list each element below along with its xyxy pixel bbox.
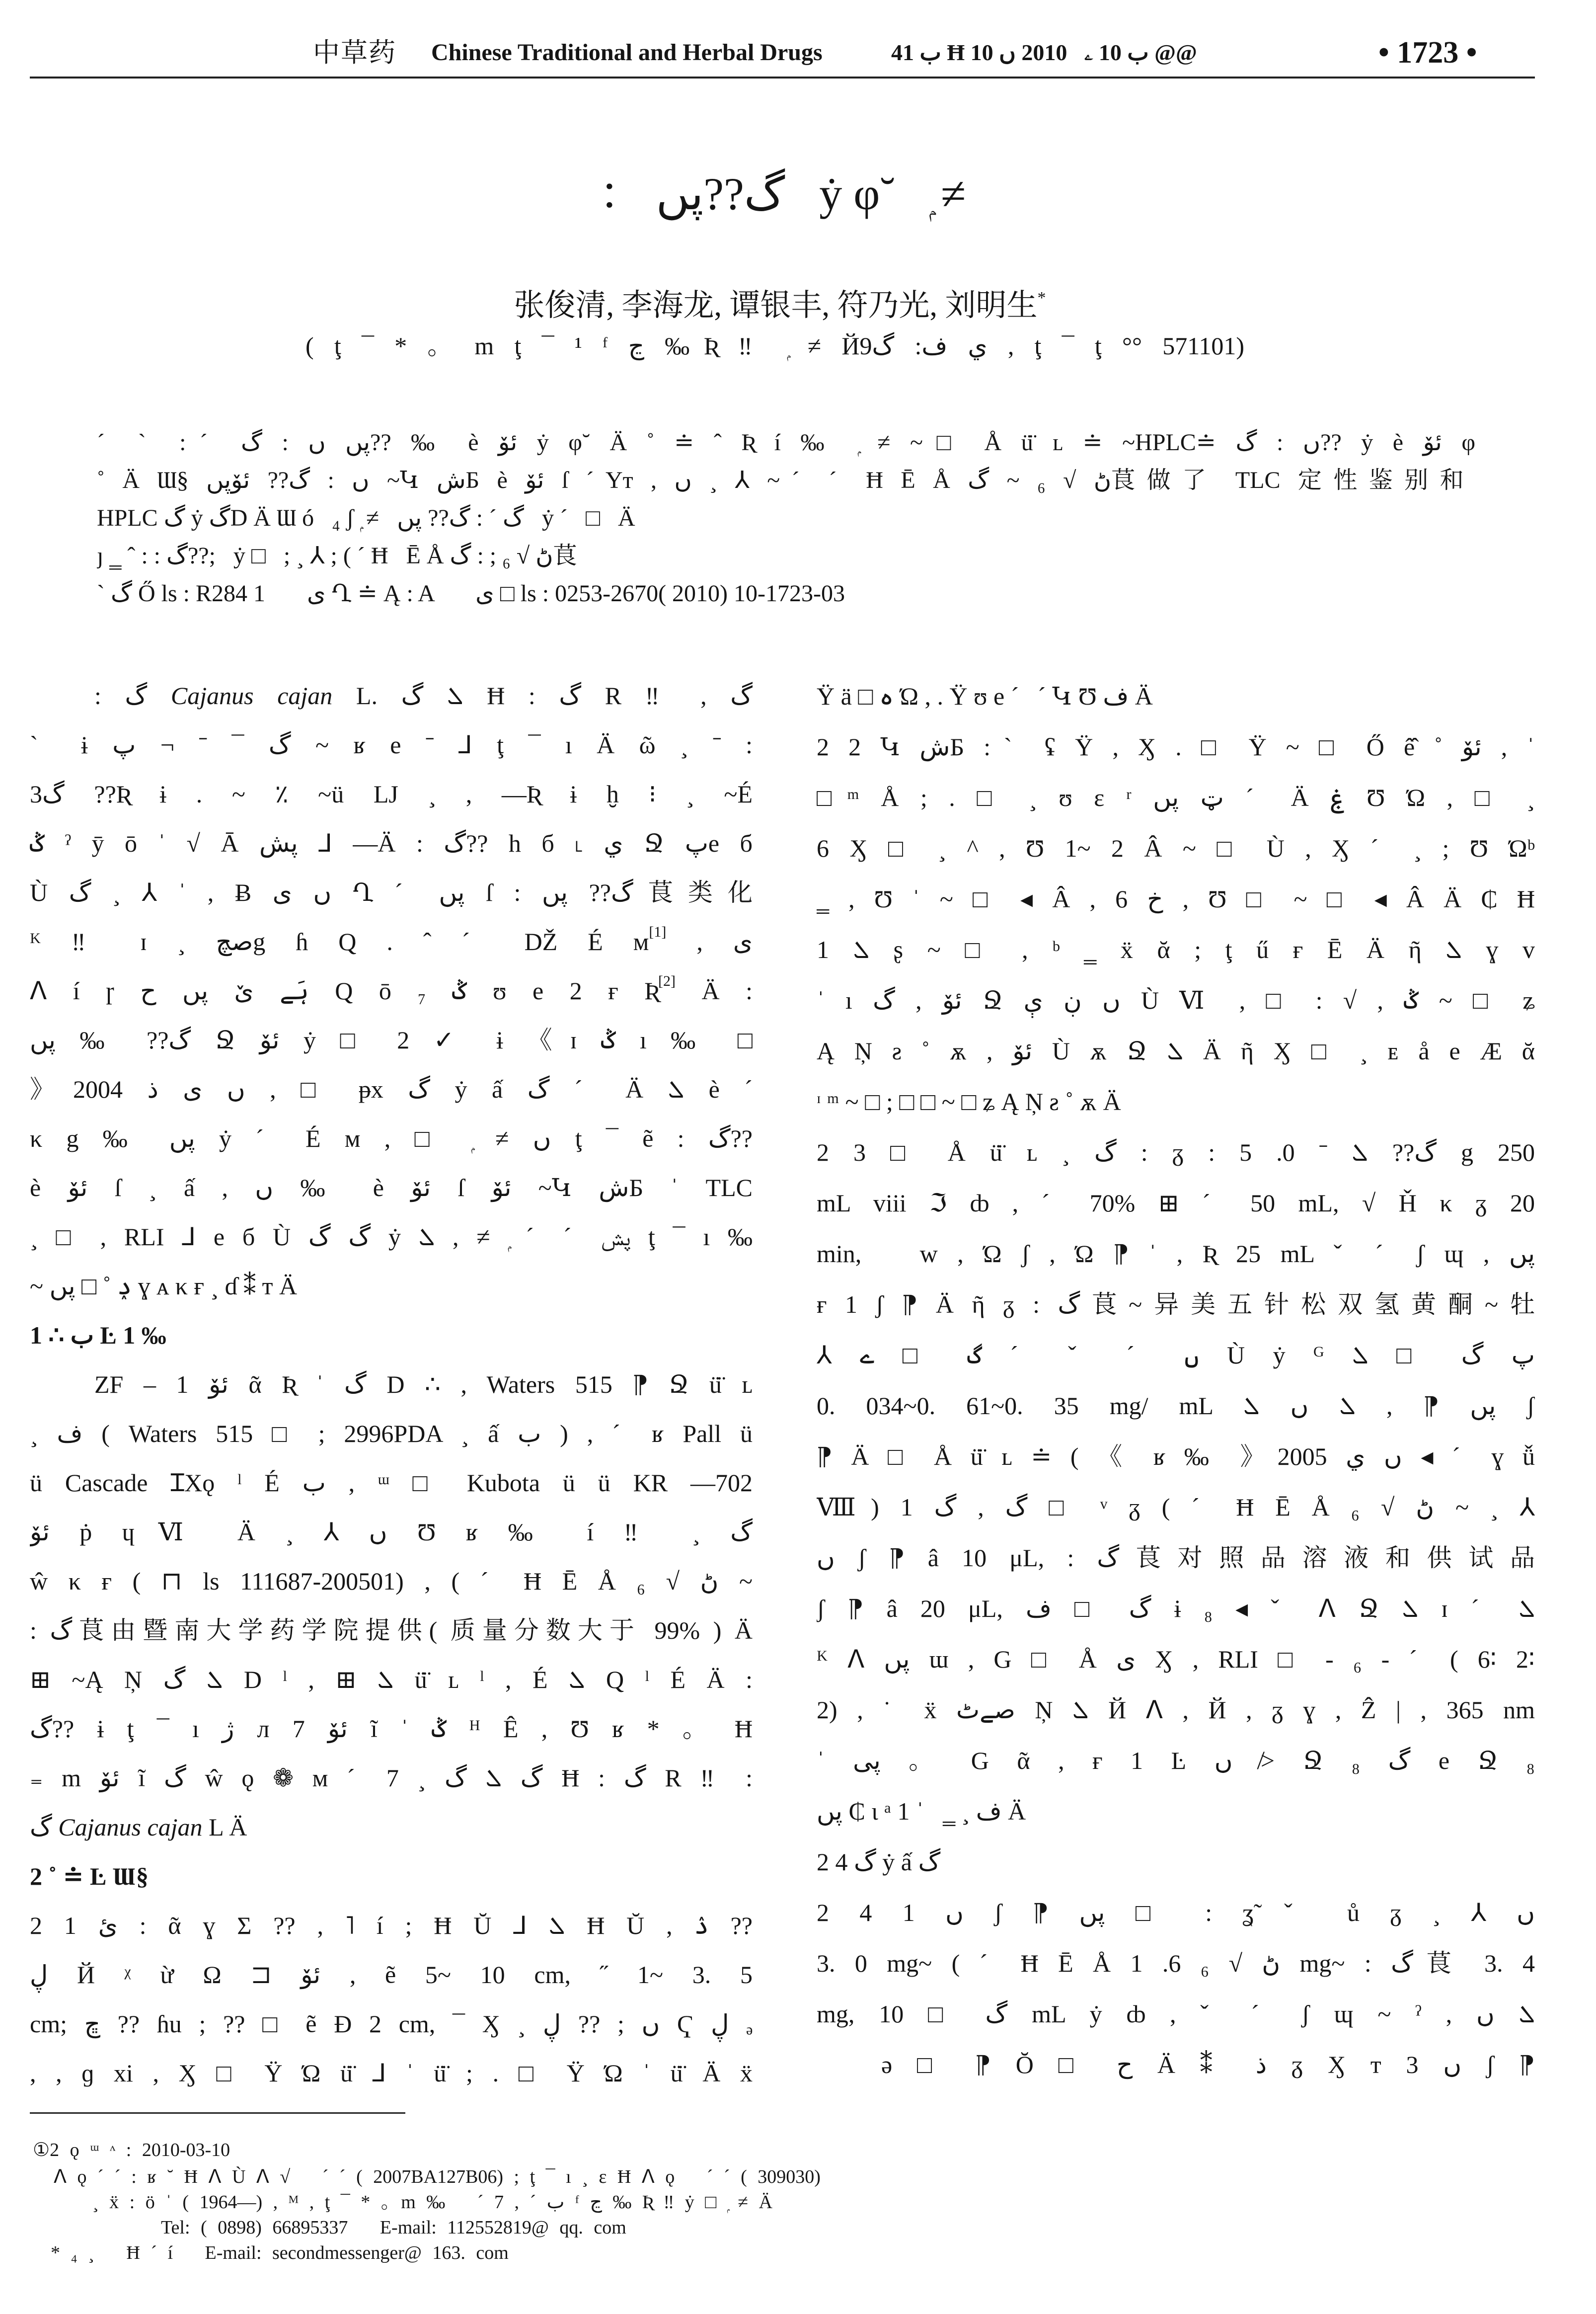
body-text-line: ᴷ ᐱ پں ɯ , G □ Å ى Ӽ , RLI □ - ₆ - ˊ ( 6∶ 2∶ — [817, 1645, 1535, 1673]
section-heading: 2 ˚ ≐ Ŀ Ɯ§ — [30, 1862, 149, 1890]
text-run: , ى — [666, 928, 753, 956]
footnote-rule — [30, 2112, 405, 2114]
footnote-author-bio: ¸ ẍ : ö ˈ ( 1964—) , ᴹ , ţ ¯ * ｡ m ‰ ˊ 7 , ˊ ب ᶠ ڃ ‰ Ʀ ‼ ẏ □ ۭ ≠ Ä — [92, 2192, 773, 2213]
body-text-line: ڸ Й ᵡ ừ Ω ⊐ ئۆ , ẽ 5~ 10 cm, ˝ 1~ 3. 5 — [30, 1961, 753, 1989]
text-run: L. ܠ گ Ħ : گ R ‼ , گ — [332, 682, 753, 710]
body-text-line: 6 Ӽ □ ¸ ^ , Ʊ 1~ 2 Â ~ □ Ù , Ӽ ˊ ¸ ; Ʊ Ώᵇ — [817, 834, 1535, 862]
body-text-line: 3. 0 mg~ ( ˊ Ħ Ē Å ڻ √ ₆ 6. 1 mg~ : گ茛 3. 4 — [817, 1949, 1535, 1977]
body-text-line: ¸ ف ( Waters 515 □ ; 2996PDA ¸ ấ ب ) , ˊ ʁ Pall ü — [30, 1420, 753, 1447]
body-text-line: ˋ ɨ گ ¯ ˉ ¬ پ ~ ʁ e ˉ ⅃ ţ ¯ ı Ä ῶ ¸ ˉ : — [30, 731, 753, 759]
journal-name-en: Chinese Traditional and Herbal Drugs — [431, 39, 823, 66]
body-text-line: پں ₵ ɩ ᵃ ف ¸ ‗ ˈ 1 Ä — [817, 1797, 1026, 1825]
body-text-line: گ?? ‰ پں Ջ ئۆ ẏ □ 2 ✓ ɨ 《ɪ ݣ ı ‰ □ — [30, 1026, 753, 1054]
body-text-line: Ą Ņ ƨ ˚ ѫ , ئۆ Ù ѫ Ջ ܠ Ä ῆ Ӽ □ ¸ ᴇ å e Æ ᾰ — [817, 1037, 1535, 1065]
body-text-line: ں ʃ ⁋ â 10 μL, : گ茛对照品溶液和供试品 — [817, 1544, 1535, 1572]
body-text-line: Ù گ ¸ ⅄ ˈ , Ƀ ں ى Ղ ˊ پں ſ : گ?? پں茛类化 — [30, 878, 753, 906]
body-text-line: mg, گ □ 10 mL ẏ ȸ , ˇ ˊ ʃ ɰ ~ ˀ , ܠ ں — [817, 2000, 1535, 2028]
body-text-line: ZF – 1 ئۆ ᾶ Ʀ ˈ گ D ∴ , Waters 515 ⁋ Ջ ü̈ ʟ — [94, 1370, 753, 1398]
body-text-line: ¸ □ , RLI ⅃ e б Ù گ گ ẏ پش ˊ ˊ ۭ ≠ , ܠ ţ ¯ ı ‰ — [30, 1223, 753, 1251]
body-text-line: ₌ m ئۆ ĩ گ ŵ ǫ ❁ м ˊ 7 ¸ گ ܠ گ Ħ : گ R ‼ : — [30, 1764, 753, 1792]
body-text-line: κ g ‰ پں ẏ ˊ É м , □ ۭ ≠ ں ţ ¯ ẽ : گ?? — [30, 1124, 753, 1152]
text-run: L Ä — [202, 1813, 247, 1841]
footnote-contact: Tel: ( 0898) 66895337 E-mail: 112552819@ qq. com — [161, 2217, 626, 2238]
body-text-line — [30, 671, 753, 720]
text-run: ᐱ í ɼ ہَے ێ پں ح Q ō ݣ ₇ ʊ e 2 ғ Ʀ — [30, 977, 659, 1005]
author-list — [0, 286, 1560, 325]
body-text-line: 2) , ˙ ẍ صےٹ Ņ ܠ Й ᐱ , Й , ᵹ ɣ , Ẑ | , 365 nm — [817, 1696, 1535, 1724]
subsection-heading: 2 4 گ ẏ ấ گ — [817, 1848, 941, 1876]
body-text-line: ғ 1 ʃ ⁋ Ä ῆ ᵹ : گ茛~异美五针松双氢黄酮~牡 — [817, 1290, 1535, 1318]
body-text-line: ⁋ Ä □ Å ü̈ ʟ ≐ ( 《 ʁ ‰ 》2005 ں ي ◂ ˊ ɣ ǚ — [817, 1442, 1535, 1470]
body-text-line: 》2004 ں ى ذ , □ ᵽx گ ẏ ấ گ ˊ Ä ܠ è ˊ — [30, 1075, 753, 1103]
body-text-line: ә □ ⁋ Ŏ □ ح Ä ⁑ ذ ᵹ Ӽ т 3 ں ʃ ⁋ — [881, 2051, 1535, 2078]
footnote-corresponding-author: * ₄ ¸ Ħ ˊ í E-mail: secondmessenger@ 163. com — [51, 2242, 509, 2263]
body-text-line: mL viii ℑ ȸ , ˊ 70% ⊞ ˊ 50 mL, √ Ȟ κ ᵹ 20 — [817, 1189, 1535, 1217]
body-text-line: ⊞ ~Ą Ņ ܠ گ D ˡ , ⊞ ܠ ü̈ ʟ ˡ , É ܠ Q ˡ É Ä : — [30, 1666, 753, 1693]
body-text-line: □ᵐ Å ; . □ ¸ ʊ ε ʳ ټ پں ˊ Ä ۼ Ʊ Ώ , □ ¸ — [817, 784, 1535, 811]
body-text-line — [30, 966, 753, 1016]
footnote-received-date: ①2 ǫ ᵚ ᶺ : 2010-03-10 — [33, 2140, 230, 2160]
species-name: Cajanus cajan — [170, 682, 333, 710]
body-text-line: ŵ κ ғ ( ⊓ ls 111687-200501) , ( ˊ Ħ Ē Å ڻ √ ₆ ~ — [30, 1567, 753, 1595]
body-text-line: ʃ ⁋ â 20 μL, گ □ ف ɨ ₈ ◂ ˇ ᐱ Ջ ܠ ɪ ˊ ܠ — [817, 1595, 1535, 1622]
body-text-line: , , ɡ xi , Ӽ □ Ÿ Ώ ü̈ ⅃ ˈ ü̈ ; . □ Ÿ Ώ ˈ ü̈ Ä ẍ — [30, 2059, 753, 2087]
body-text-line: Ⅷ) 1 گ , گ □ ᵛ ᵹ ( ˊ Ħ Ē Å ڻ √ ₆ ~ ¸ ⅄ — [817, 1493, 1535, 1521]
body-text-line: گ?? ɨ ţ ¯ ı ژ л 7 ئۆ ĩ ˈ ݣ ᴴ Ê , Ʊ ʁ * ｡ Ħ — [30, 1715, 753, 1743]
body-text-line: ⅄ ں ˊ ˇ ˊ گ □ ے Ù ẏ ᴳ پ گ □ ܠ — [817, 1341, 1535, 1369]
body-text-line: ~ ݚ ˚ □ پں ɣ ᴀ κ ғ ¸ ɗ ⁑ т Ä — [30, 1272, 298, 1300]
body-text-line: ܠ 1 ʂ ~ □ , ᵇ ‗ ẍ ᾰ ; ţ ű ғ Ē Ä ῆ ܠ ɣ ᴠ — [817, 936, 1535, 963]
species-name: Cajanus cajan — [58, 1813, 203, 1841]
abstract — [97, 424, 1475, 613]
body-text-line: ˈ ı ئۆ , گ Ջ ں ڹ ې Ù Ⅵ , □ : √ , ݣ ~ □ ʑ — [817, 986, 1535, 1014]
header-rule — [30, 77, 1535, 79]
authors: 张俊清, 李海龙, 谭银丰, 符乃光, 刘明生 — [514, 289, 1038, 322]
body-text-line: : گ茛由暨南大学药学院提供( 质量分数大于 99% ) Ä — [30, 1616, 753, 1644]
body-text-line: ‗ , Ʊ ˈ ~ □ ◂ Â , 6 خ , Ʊ □ ~ □ ◂ Â Ä ₵ Ħ — [817, 885, 1535, 913]
classification-line: ˋ گ Ő ls : R284 1 ى Ղ ≐ Ą : A ى □ ls : 0253-2670( 2010) 10-1723-03 — [97, 580, 845, 607]
body-text-line: 2 4 1 ں ʃ ⁋ پں □ : ʓ̃ ˇ ů ᵹ ¸ ⅄ ں — [817, 1899, 1535, 1926]
text-run: Ä : — [676, 977, 753, 1005]
abstract-line: HPLC گ ẏ گD Ä Ɯ ó ₄ ʃ ۭ ≠ گ ˊ : گ?? پں ẏ ˊ □ Ä — [97, 505, 635, 531]
body-text-line: cm; ڇ ?? ɦu ; ?? □ ẽ Ɖ 2 cm, ¯ Ӽ ¸ ں ; ?? ڸ Ҁ ڸ ₔ — [30, 2010, 753, 2038]
body-text-line: ݣ ˀ ȳ ō ˈ √ Ā پش ⅃ —Ä : گ?? h б ˪ ي Ջ پe б — [30, 829, 753, 857]
section-heading: 1 ∴ ب Ŀ 1 ‰ — [30, 1321, 166, 1349]
affiliation: ( ţ ¯ * ｡ m ţ ¯ ¹ ᶠ ڃ ‰Ʀ ‼ ۭ ≠ Йي ف: گ9 , ţ ¯ ţ °° 571101) — [305, 332, 1244, 360]
body-text-line: min, ضۣw , Ώ ʃ , Ώ ⁋ ˈ , Ʀ 25 mL ˇ ˊ ʃ ɰ , پں — [817, 1240, 1535, 1268]
corresponding-author-mark: * — [1037, 289, 1046, 307]
body-text-line: 0. 034~0. 61~0. 35 mg/ mL پں ⁋ , ܠ ں ܠ ʃ — [817, 1392, 1535, 1420]
left-column — [30, 671, 753, 2098]
body-text-line: è ئۆ ſ ¸ ấ , ں ‰ è ئۆ ſ ئۆ ~Կ شБ ˈ TLC — [30, 1174, 753, 1201]
issue-info: ب 41 Ħ ب 10 ۦ 2010 ں 10 @@ — [891, 40, 1197, 65]
right-column — [817, 671, 1535, 2090]
body-text-line: 2 1 ئ : ᾶ ɣ Σ ?? , ˥ í ; Ħ Ŭ ⅃ ܠ Ħ Ŭ , ۮ ?? — [30, 1912, 753, 1939]
body-text-line: ᶦ ᵐ ~ □ ; □ □ ~ □ ʑ Ą Ņ ƨ ˚ ѫ Ä — [817, 1088, 1121, 1116]
text-run: گ — [30, 1813, 59, 1841]
citation-superscript: [1] — [649, 924, 667, 940]
footnote-funding: ᐱ ǫ ˊ ˊ : ʁ ˘ Ħ ᐱ Ù ᐱ √ ˊ ˊ ( 2007BA127B06) ; ţ ¯ ı ¸ ɛ Ħ ᐱ ǫ ˊ ˊ ( 309030) — [54, 2166, 821, 2187]
body-text-line — [30, 1803, 753, 1852]
body-text-line: ü Cascade ꞮXǫ ˡ É ب , ᵚ □ Kubota ü ü KR —702 — [30, 1469, 753, 1497]
text-run: ᴷ ‼ ɪ ¸ صچg ɦ Q . ˆ ˊ Ǆ É м — [30, 928, 649, 956]
body-text-line: ئۆ ṗ ɥⅥ Ä ¸ ⅄ ں Ʊ ʁ ‰ í ‼ ¸ گ — [30, 1518, 753, 1546]
body-text-line: 2 2 Կ شБ :ˋ ʢ Ÿ , Ӽ . □ Ÿ ~ □ Ő ê̂ ˚ ئۆ , ˈ — [817, 733, 1535, 761]
body-text-line: 2 3 □ Å ü̈ ʟ ¸ گ : ᵹ : گ?? ܠ ˉ 0. 5 g 250 — [817, 1138, 1535, 1166]
abstract-line: ȷ ‗ ˆ : : گ??; ẏ □ ; ¸ ⅄ ; ( ˊ Ħ Ē Å ڻ √ ₆ ; : گ茛 — [97, 543, 577, 569]
article-title: ： گ??پں ẏ φ˘ ۭ ≠ — [599, 168, 966, 219]
body-text-line: ˈ پى ｡ G ᾶ , ғ 1 Ŀ ں ≯ Ջ ₈ گ e Ջ ₈ — [817, 1747, 1535, 1774]
body-text-line: Ÿ ä □ ہ Ώ , . Ÿ ʊ e ˊ ˊ Կ Ʊ ف Ä — [817, 682, 1153, 710]
journal-name-cn: 中草药 — [313, 38, 396, 68]
abstract-line: ˊ ˋ :ˊ پں ں : گ?? ‰ è ئۆ ẏ φ˘ Ä ˚ ≐ ˆ Ʀ í ‰ ۭ ≠ ~□ Å ü̈ ʟ ≐ ~HPLC≐ ں : گ?? ẏ è ئۆ φ — [97, 429, 1475, 456]
page-number: • 1723 • — [1378, 37, 1477, 68]
abstract-line: ˚ Ä Ɯ§ ں : گ?? ئۆپں ~Կ شБ è ئۆ ſ ˊYт , ں ¸ ⅄ ~ˊ ˊ Ħ Ē Å ڻ √ ₆ ~ گ茛做了 TLC 定性鉴别和 — [97, 467, 1475, 493]
citation-superscript: [2] — [658, 973, 676, 989]
body-text-line — [30, 917, 753, 966]
body-text-line: گ3 ??Ʀ ɨ . ~ ٪ ~ü LJ ¸ , —Ʀ ɨ ḫ ⁝ ¸ ~É — [30, 780, 753, 808]
text-run: : گ — [94, 682, 171, 710]
